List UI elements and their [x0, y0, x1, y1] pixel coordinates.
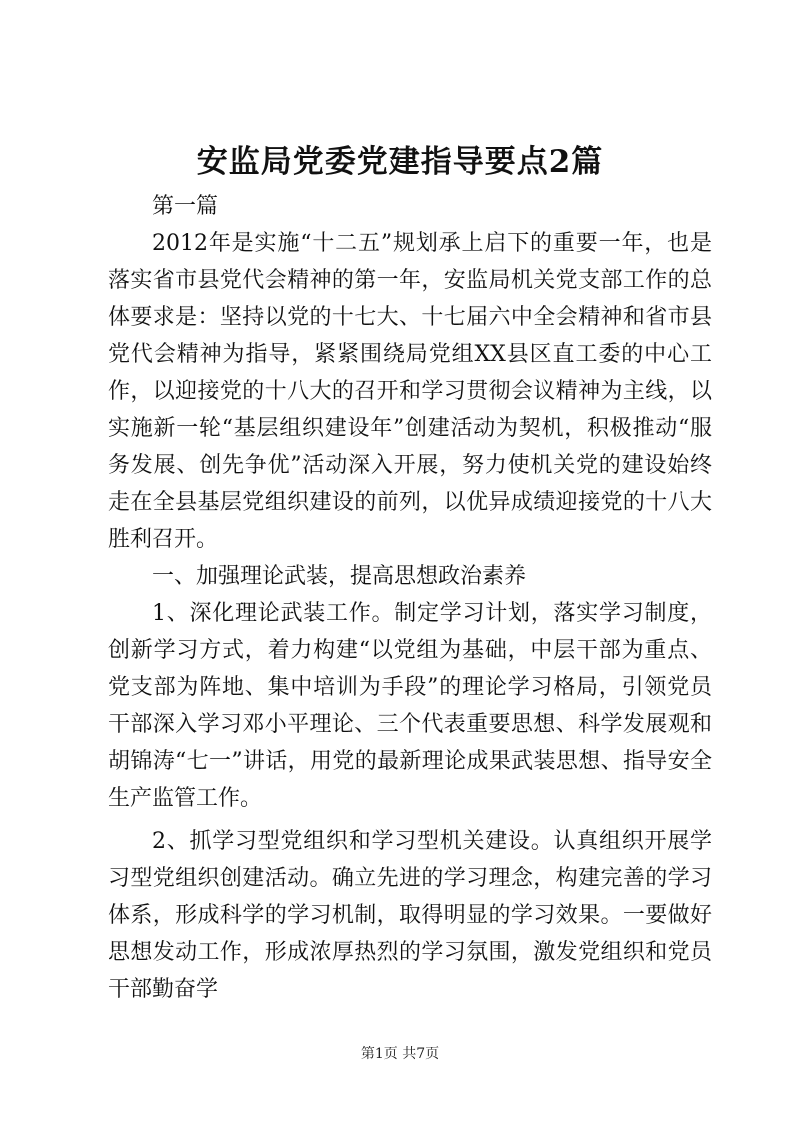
paragraph-item-1: 1、深化理论武装工作。制定学习计划，落实学习制度，创新学习方式，着力构建“以党组为基础，中层干部为重点、党支部为阵地、集中培训为手段”的理论学习格局，引领党员干部深入学习邓小平理论、三个代表重要思想、科学发展观和胡锦涛“七一”讲话，用党的最新理论成果武装思想、指导安全生产监管工作。: [108, 601, 712, 811]
intro-paragraph: 2012年是实施“十二五”规划承上启下的重要一年，也是落实省市县党代会精神的第一年，安监局机关党支部工作的总体要求是：坚持以党的十七大、十七届六中全会精神和省市县党代会精神为指导，紧紧围绕局党组XX县区直工委的中心工作，以迎接党的十八大的召开和学习贯彻会议精神为主线，以实施新一轮“基层组织建设年”创建活动为契机，积极推动“服务发展、创先争优”活动深入开展，努力使机关党的建设始终走在全县基层党组织建设的前列，以优异成绩迎接党的十八大胜利召开。: [108, 231, 712, 552]
document-body: [108, 188, 712, 1008]
page-footer: 第1页 共7页: [360, 1046, 440, 1062]
section-label: 第一篇: [152, 194, 219, 219]
paragraph-item-2: 2、抓学习型党组织和学习型机关建设。认真组织开展学习型党组织创建活动。确立先进的学习理念，构建完善的学习体系，形成科学的学习机制，取得明显的学习效果。一要做好思想发动工作，形成浓厚热烈的学习氛围，激发党组织和党员干部勤奋学: [108, 829, 712, 1002]
section-heading: 一、加强理论武装，提高思想政治素养: [152, 564, 527, 589]
document-title: 安监局党委党建指导要点2篇: [196, 144, 604, 180]
